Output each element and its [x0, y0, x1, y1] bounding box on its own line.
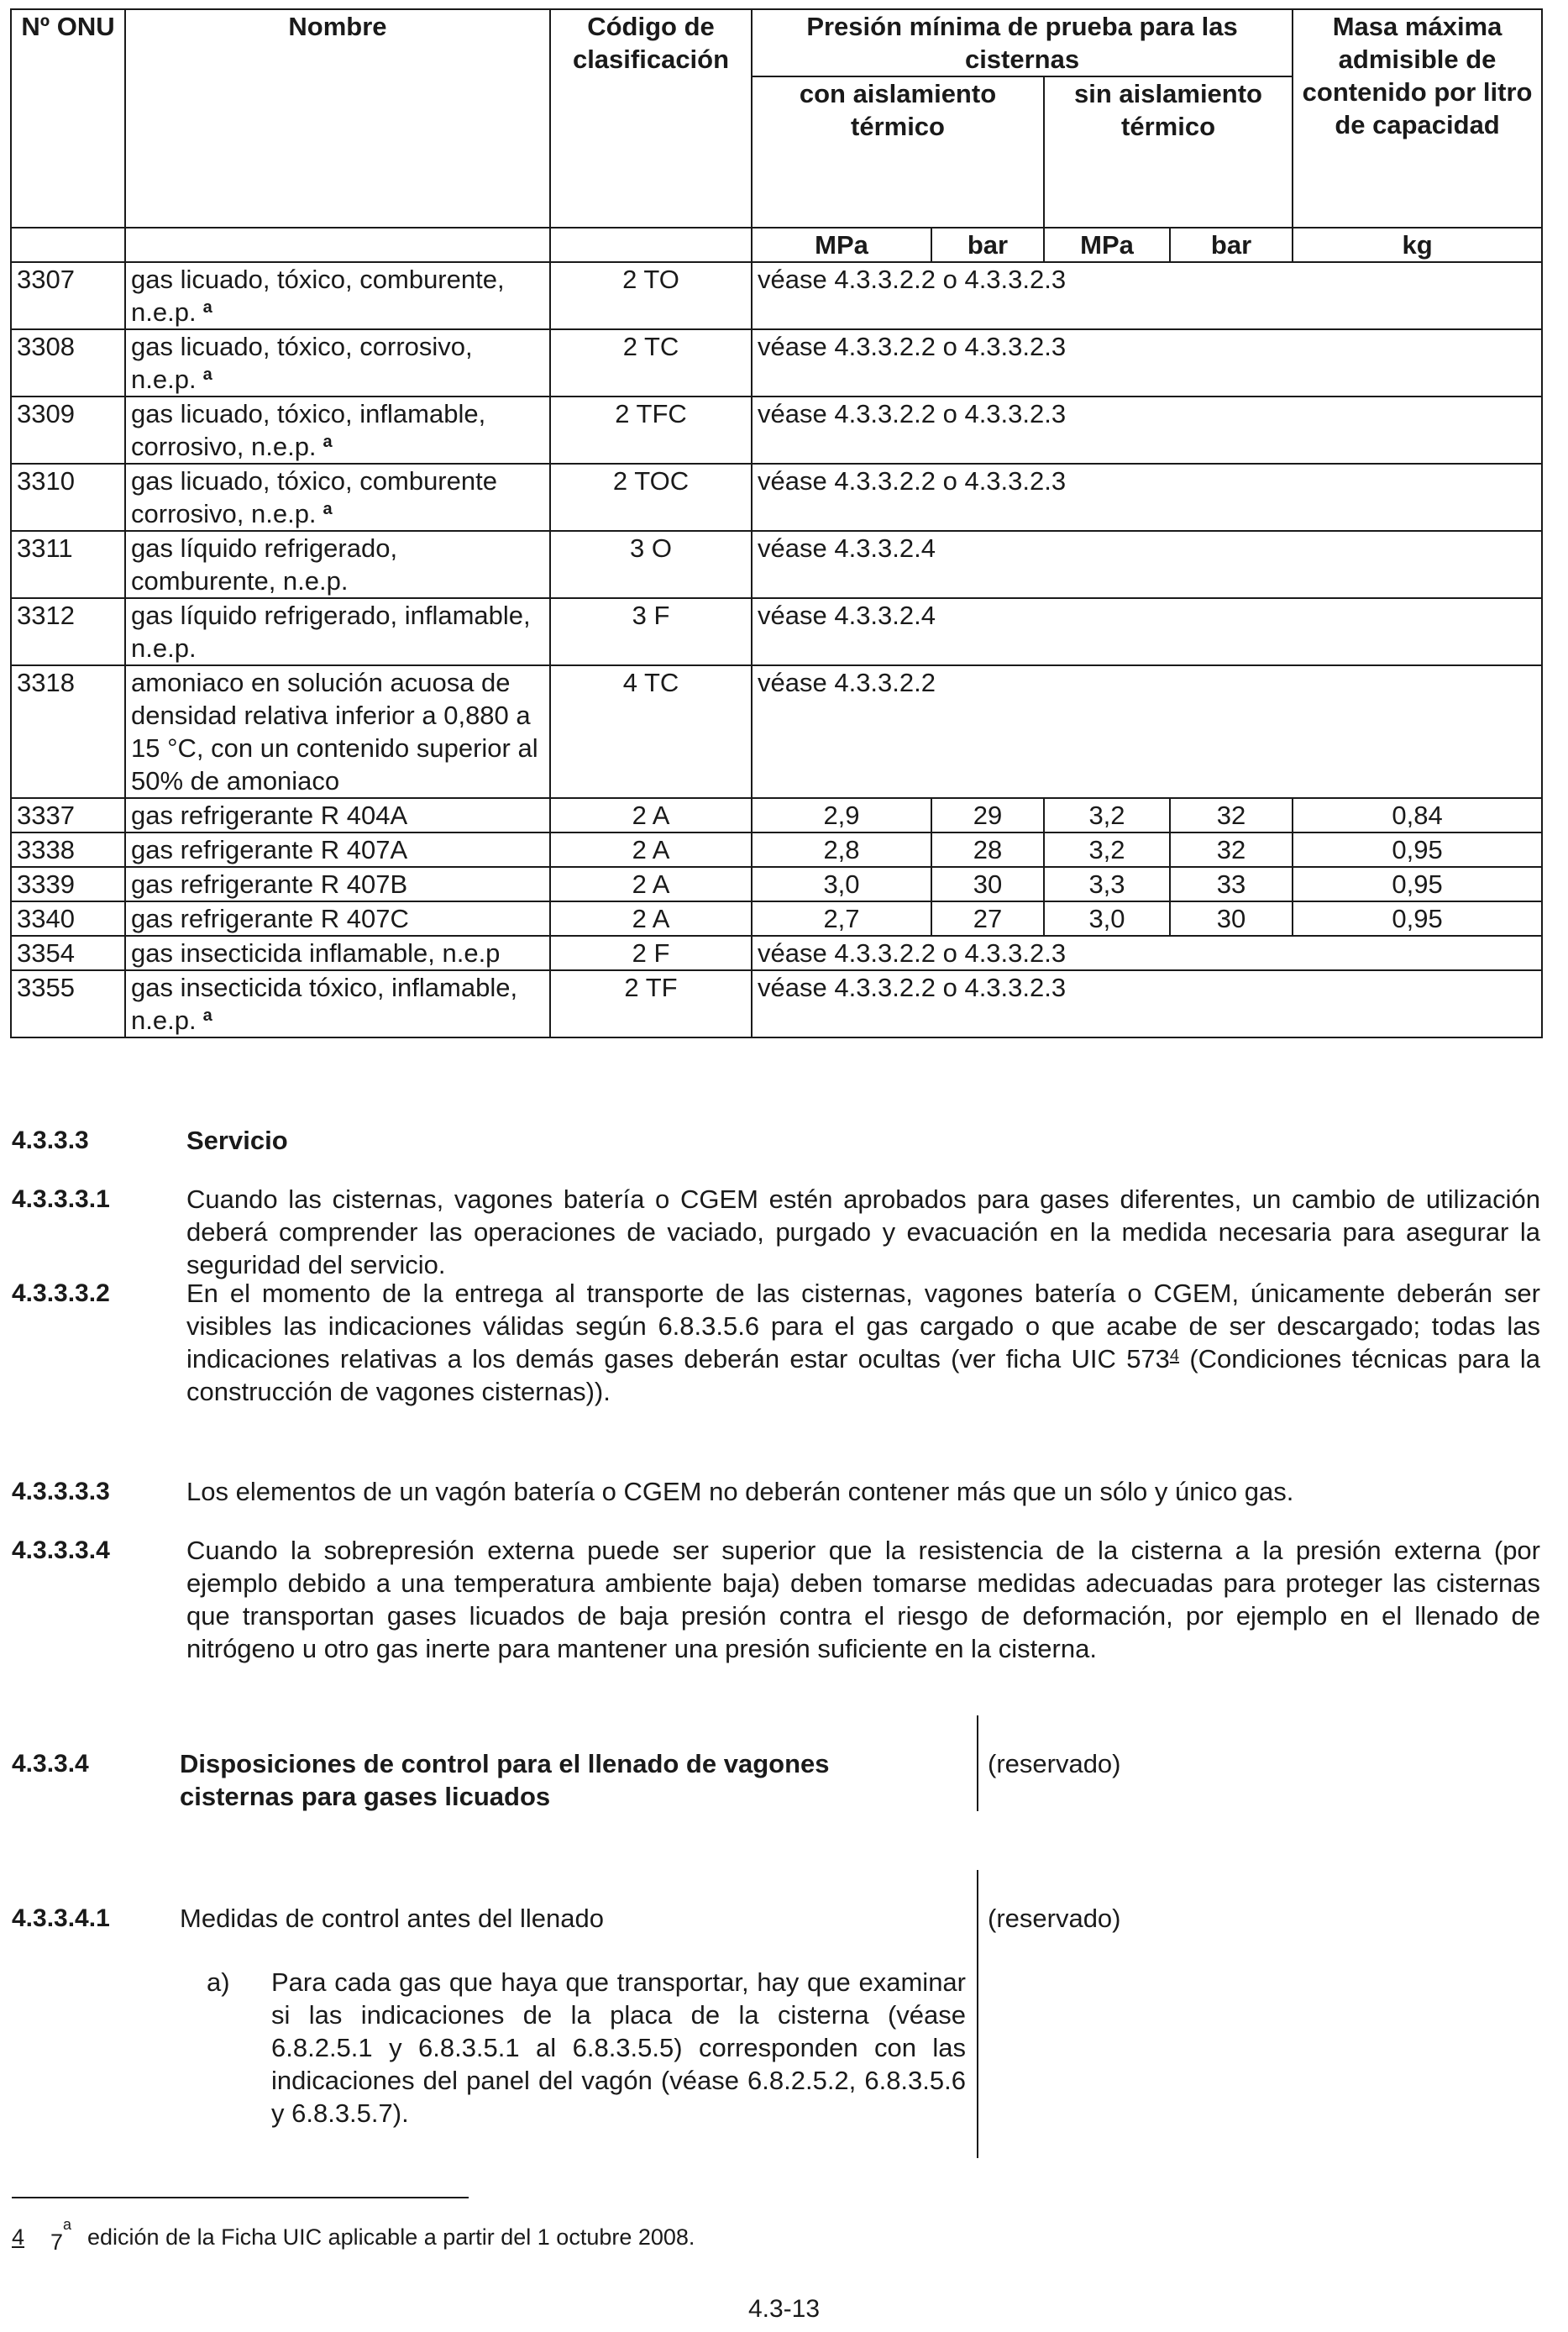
footnote-mark: a [323, 500, 333, 518]
codigo-cell: 3 F [550, 598, 752, 665]
footnote-mark: a [323, 433, 333, 451]
value-cell: 0,95 [1293, 867, 1542, 901]
status-reservado: (reservado) [988, 1749, 1121, 1778]
nombre-cell: gas refrigerante R 407A [125, 832, 550, 867]
onu-cell: 3355 [11, 970, 125, 1037]
table-row [11, 531, 1542, 598]
onu-cell: 3338 [11, 832, 125, 867]
column-divider [977, 1715, 978, 1811]
gas-table [10, 8, 1543, 1038]
page-number: 4.3-13 [747, 2295, 821, 2323]
onu-cell: 3318 [11, 665, 125, 798]
value-cell: 3,2 [1044, 798, 1170, 832]
onu-cell: 3311 [11, 531, 125, 598]
reference-cell: véase 4.3.3.2.2 o 4.3.3.2.3 [752, 397, 1542, 464]
onu-cell: 3310 [11, 464, 125, 531]
value-cell: 0,84 [1293, 798, 1542, 832]
value-cell: 2,9 [752, 798, 931, 832]
reference-cell: véase 4.3.3.2.2 [752, 665, 1542, 798]
header-onu: Nº ONU [11, 9, 125, 228]
value-cell: 3,0 [1044, 901, 1170, 936]
footnote-mark: a [202, 298, 212, 317]
codigo-cell: 2 A [550, 832, 752, 867]
onu-cell: 3354 [11, 936, 125, 970]
onu-cell: 3308 [11, 329, 125, 397]
value-cell: 27 [931, 901, 1044, 936]
table-row [11, 598, 1542, 665]
codigo-cell: 2 F [550, 936, 752, 970]
document-page: Nº ONU Nombre Código de clasificación Presión mínima de prueba para las cisternas Masa máxima admisible de contenido por litro de capacidad con aislamiento térmico sin aislamiento térmico MPa bar MPa bar kg 3307 gas licuado, tóxico, comburente, n.e.p. $^a$ 2 TO véase 4.3.3.2.2 o 4.3.3.2.3 3308 gas licuado, tóxico, corrosivo, n.e.p. $^a$ 2 TC véase 4.3.3.2.2 o 4.3.3.2.3 3309 gas licuado, tóxico, inflamable, corrosivo, n.e.p. $^a$ 2 TFC véase 4.3.3.2.2 o 4.3.3.2.3 3310 gas licuado, tóxico, comburente corrosivo, n.e.p. $^a$ 2 TOC véase 4.3.3.2.2 o 4.3.3.2.3 3311 gas líquido refrigerado, comburente, n.e.p. 3 O véase 4.3.3.2.4 3312 gas líquido refrigerado, inflamable, n.e.p. 3 F véase 4.3.3.2.4 3318 amoniaco en solución acuosa de densidad relativa inferior a 0,880 a 15 °C, con un contenido superior al 50% de amoniaco 4 TC véase 4.3.3.2.2 3337 gas refrigerante R 404A 2 A 2,9 29 3,2 32 0,84 3338 gas refrigerante R 407A 2 A 2,8 28 3,2 32 0,95 3339 gas refrigerante R 407B 2 A 3,0 30 3,3 33 0,95 3340 gas refrigerante R 407C 2 A 2,7 27 3,0 30 0,95 3354 gas insecticida inflamable, n.e.p 2 F véase 4.3.3.2.2 o 4.3.3.2.3 3355 gas insecticida tóxico, inflamable, n.e.p. $^a$ 2 TF véase 4.3.3.2.2 o 4.3.3.2.3 4.3.3.3 Servicio 4.3.3.3.1 Cuando las cisternas, vagones batería o CGEM estén aprobados para gases diferentes, un cambio de utilización deberá comprender las operaciones de vaciado, purgado y evacuación en la medida necesaria para asegurar la seguridad del servicio. 4.3.3.3.2 En el momento de la entrega al transporte de las cisternas, vagones batería o CGEM, únicamente deberán ser visibles las indicaciones válidas según 6.8.3.5.6 para el gas cargado o que acabe de ser descargado; todas las indicaciones relativas a los demás gases deberán estar ocultas (ver ficha UIC $573^4$ (Condiciones técnicas para la construcción de vagones cisternas)). 4.3.3.3.3 Los elementos de un vagón batería o CGEM no deberán contener más que un sólo y único gas. 4.3.3.3.4 Cuando la sobrepresión externa puede ser superior que la resistencia de la cisterna a la presión externa (por ejemplo debido a una temperatura ambiente baja) deben tomarse medidas adecuadas para proteger las cisternas que transportan gases licuados de baja presión contra el riesgo de deformación, por ejemplo en el llenado de nitrógeno u otro gas inerte para mantener una presión suficiente en la cisterna. 4.3.3.4 Disposiciones de control para el llenado de vagones cisternas para gases licuados (reservado) 4.3.3.4.1 Medidas de control antes del llenado (reservado) a) Para cada gas que haya que transportar, hay que examinar si las indicaciones de la placa de la cisterna (véase 6.8.2.5.1 y 6.8.3.5.1 al 6.8.3.5.5) corresponden con las indicaciones del panel del vagón (véase 6.8.2.5.2, 6.8.3.5.6 y 6.8.3.5.7). 4 7$^a$ edición de la Ficha UIC aplicable a partir del 1 octubre 2008. 4.3-13 [0, 0, 1568, 2332]
nombre-cell: gas licuado, tóxico, comburente corrosivo, n.e.p. $^a$ [125, 464, 550, 531]
codigo-cell: 4 TC [550, 665, 752, 798]
nombre-cell: gas licuado, tóxico, inflamable, corrosivo, n.e.p. $^a$ [125, 397, 550, 464]
onu-cell: 3337 [11, 798, 125, 832]
unit-bar: bar [931, 228, 1044, 262]
footnote-mark: a [202, 365, 212, 384]
value-cell: 32 [1170, 832, 1293, 867]
footnote-number: 4 [12, 2224, 25, 2250]
reference-cell: véase 4.3.3.2.2 o 4.3.3.2.3 [752, 329, 1542, 397]
nombre-cell: gas líquido refrigerado, inflamable, n.e.p. [125, 598, 550, 665]
value-cell: 3,0 [752, 867, 931, 901]
nombre-cell: gas líquido refrigerado, comburente, n.e.p. [125, 531, 550, 598]
value-cell: 29 [931, 798, 1044, 832]
table-row [11, 665, 1542, 798]
header-sin-aislamiento: sin aislamiento térmico [1044, 76, 1293, 143]
nombre-cell: gas refrigerante R 404A [125, 798, 550, 832]
codigo-cell: 2 TFC [550, 397, 752, 464]
value-cell: 0,95 [1293, 901, 1542, 936]
nombre-cell: gas licuado, tóxico, comburente, n.e.p. $^a$ [125, 262, 550, 329]
reference-cell: véase 4.3.3.2.2 o 4.3.3.2.3 [752, 464, 1542, 531]
header-presion: Presión mínima de prueba para las cisternas [752, 9, 1293, 76]
codigo-cell: 2 A [550, 798, 752, 832]
value-cell: 32 [1170, 798, 1293, 832]
unit-bar: bar [1170, 228, 1293, 262]
table-row [11, 832, 1542, 867]
header-codigo: Código de clasificación [550, 9, 752, 228]
table-row [11, 867, 1542, 901]
value-cell: 30 [1170, 901, 1293, 936]
units-onu-blank [11, 228, 125, 262]
table-row [11, 397, 1542, 464]
table-row [11, 798, 1542, 832]
codigo-cell: 2 A [550, 867, 752, 901]
value-cell: 33 [1170, 867, 1293, 901]
value-cell: 2,8 [752, 832, 931, 867]
value-cell: 30 [931, 867, 1044, 901]
unit-kg: kg [1293, 228, 1542, 262]
table-row [11, 464, 1542, 531]
nombre-cell: gas licuado, tóxico, corrosivo, n.e.p. $^a$ [125, 329, 550, 397]
onu-cell: 3340 [11, 901, 125, 936]
codigo-cell: 2 A [550, 901, 752, 936]
table-row [11, 901, 1542, 936]
codigo-cell: 2 TF [550, 970, 752, 1037]
column-divider [977, 1870, 978, 2158]
nombre-cell: gas refrigerante R 407B [125, 867, 550, 901]
table-row [11, 262, 1542, 329]
table-row [11, 936, 1542, 970]
table-row [11, 970, 1542, 1037]
value-cell: 3,3 [1044, 867, 1170, 901]
codigo-cell: 2 TO [550, 262, 752, 329]
reference-cell: véase 4.3.3.2.4 [752, 531, 1542, 598]
footnote-mark: a [202, 1006, 212, 1025]
status-reservado: (reservado) [988, 1904, 1121, 1933]
onu-cell: 3307 [11, 262, 125, 329]
codigo-cell: 2 TOC [550, 464, 752, 531]
nombre-cell: gas insecticida inflamable, n.e.p [125, 936, 550, 970]
header-masa: Masa máxima admisible de contenido por litro de capacidad [1293, 9, 1542, 228]
units-nombre-blank [125, 228, 550, 262]
footnote-text: edición de la Ficha UIC aplicable a partir del 1 octubre 2008. [87, 2224, 695, 2250]
onu-cell: 3339 [11, 867, 125, 901]
onu-cell: 3309 [11, 397, 125, 464]
value-cell: 3,2 [1044, 832, 1170, 867]
header-con-aislamiento: con aislamiento térmico [752, 76, 1044, 143]
header-nombre: Nombre [125, 9, 550, 228]
reference-cell: véase 4.3.3.2.2 o 4.3.3.2.3 [752, 936, 1542, 970]
footnote-ref: 4 [1169, 1347, 1180, 1365]
unit-mpa: MPa [1044, 228, 1170, 262]
footnote-edition: 7$^a$ [50, 2216, 72, 2255]
footnote-separator [12, 2197, 469, 2198]
codigo-cell: 3 O [550, 531, 752, 598]
onu-cell: 3312 [11, 598, 125, 665]
value-cell: 2,7 [752, 901, 931, 936]
nombre-cell: gas insecticida tóxico, inflamable, n.e.p. $^a$ [125, 970, 550, 1037]
unit-mpa: MPa [752, 228, 931, 262]
value-cell: 0,95 [1293, 832, 1542, 867]
nombre-cell: gas refrigerante R 407C [125, 901, 550, 936]
codigo-cell: 2 TC [550, 329, 752, 397]
reference-cell: véase 4.3.3.2.4 [752, 598, 1542, 665]
nombre-cell: amoniaco en solución acuosa de densidad relativa inferior a 0,880 a 15 °C, con un contenido superior al 50% de amoniaco [125, 665, 550, 798]
reference-cell: véase 4.3.3.2.2 o 4.3.3.2.3 [752, 970, 1542, 1037]
reference-cell: véase 4.3.3.2.2 o 4.3.3.2.3 [752, 262, 1542, 329]
value-cell: 28 [931, 832, 1044, 867]
units-codigo-blank [550, 228, 752, 262]
table-row [11, 329, 1542, 397]
